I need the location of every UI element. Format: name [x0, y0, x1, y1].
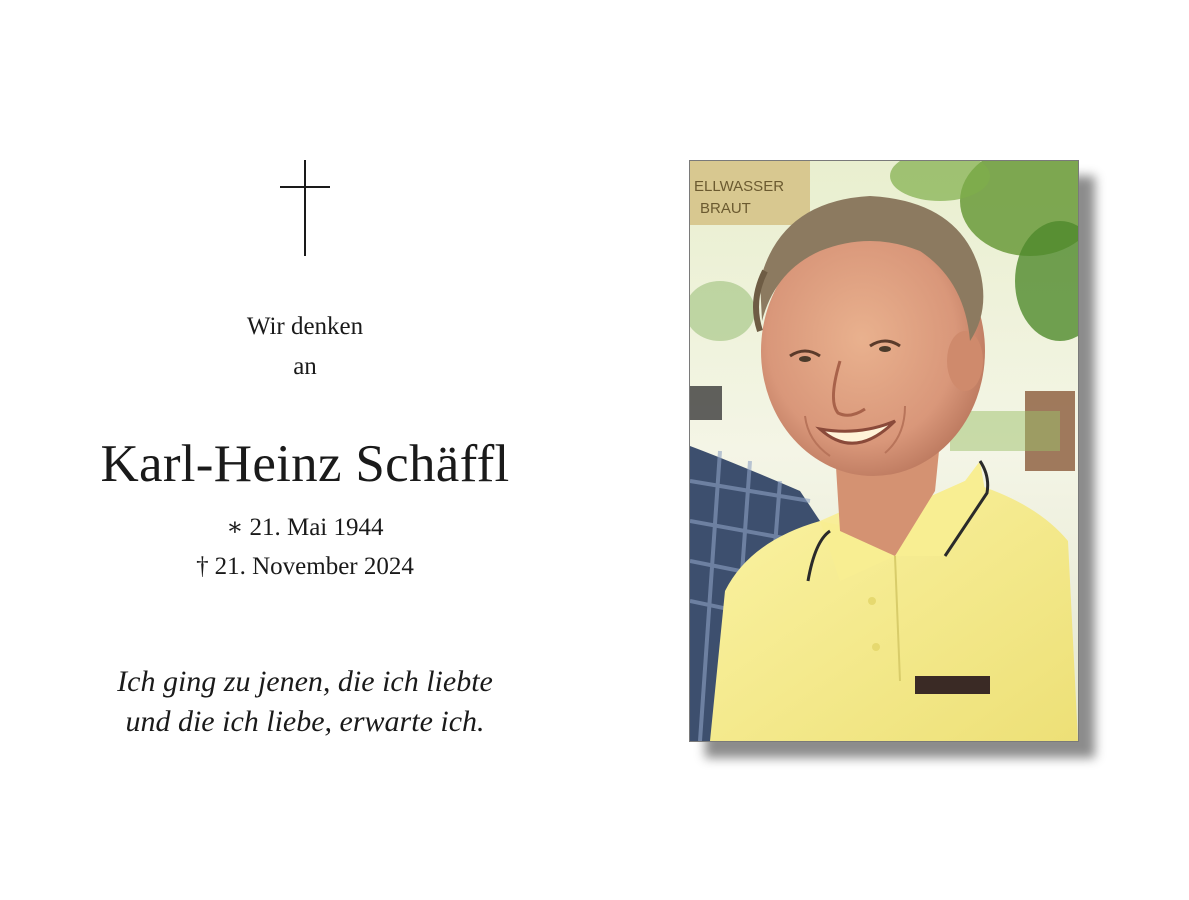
cross-icon	[280, 160, 330, 256]
portrait-photo	[689, 160, 1079, 742]
birth-date: 21. Mai 1944	[249, 514, 384, 541]
intro-line-2: an	[293, 353, 317, 380]
quote-line-1: Ich ging zu jenen, die ich liebte	[117, 665, 493, 698]
sign-text-1: ELLWASSER	[694, 178, 785, 195]
intro-text	[60, 307, 550, 387]
sign-text-2: BRAUT	[700, 200, 751, 217]
deceased-name: Karl-Heinz Schäffl	[100, 435, 510, 493]
birth-date-row	[60, 508, 550, 547]
death-date: 21. November 2024	[214, 553, 414, 580]
memorial-text-column	[60, 0, 550, 900]
death-date-row	[60, 547, 550, 586]
death-symbol: †	[196, 553, 209, 580]
memorial-quote	[60, 662, 550, 742]
quote-line-2: und die ich liebe, erwarte ich.	[125, 705, 485, 738]
intro-line-1: Wir denken	[246, 313, 364, 340]
life-dates	[60, 508, 550, 586]
birth-symbol: ∗	[226, 514, 244, 541]
